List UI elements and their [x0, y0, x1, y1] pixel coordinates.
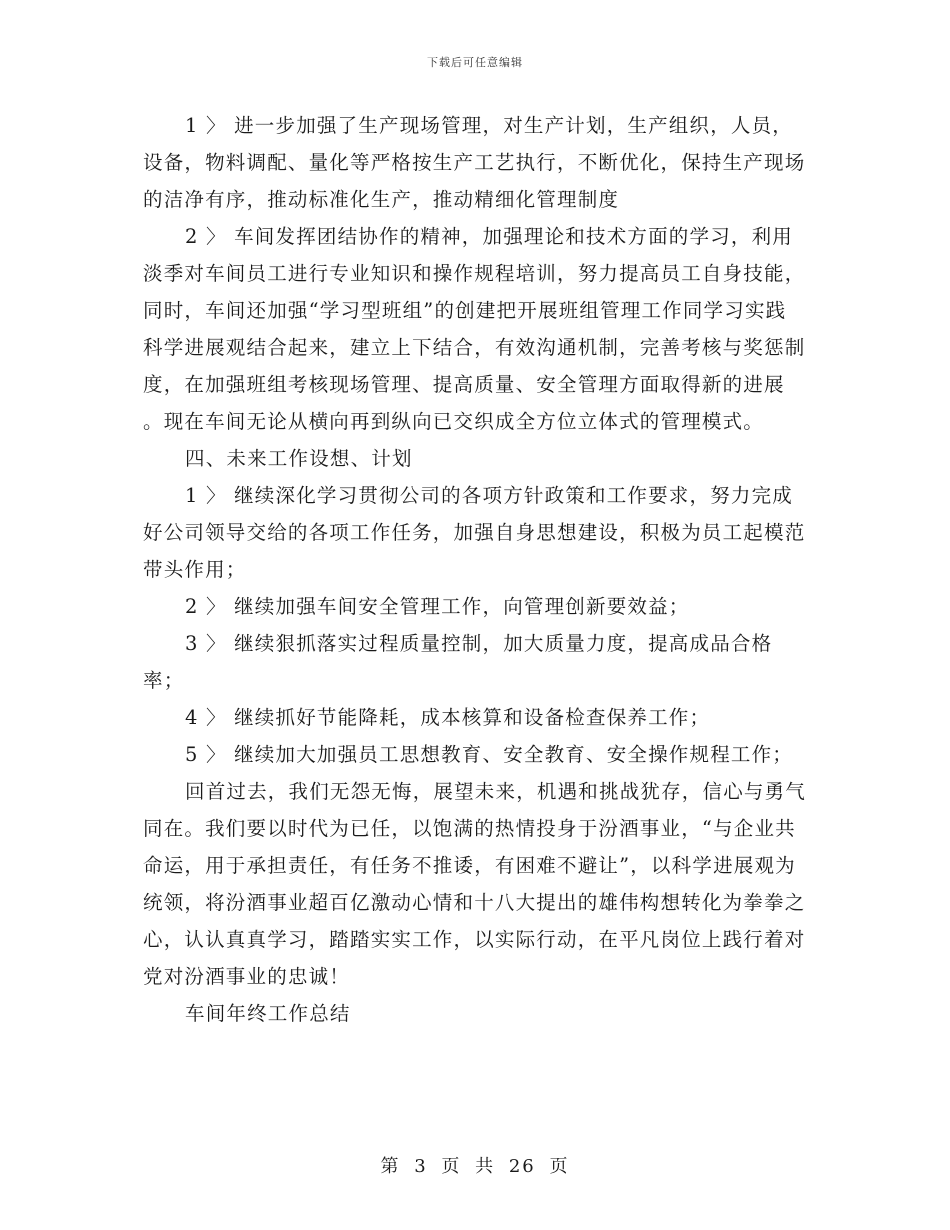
header-note: 下载后可任意编辑	[427, 56, 523, 69]
paragraph-conclusion: 回首过去，我们无怨无悔，展望未来，机遇和挑战犹存，信心与勇气同在。我们要以时代为已任，以饱满的热情投身于汾酒事业，“与企业共命运，用于承担责任，有任务不推诿，有困难不避让”，以科学进展观为统领，将汾酒事业超百亿激动心情和十八大提出的雄伟构想转化为拳拳之心，认认真真学习，踏踏实实工作，以实际行动，在平凡岗位上践行着对党对汾酒事业的忠诚！	[143, 780, 807, 988]
paragraph-plan-5: 5 〉 继续加大加强员工思想教育、安全教育、安全操作规程工作；	[185, 743, 794, 766]
paragraph-plan-1: 1 〉 继续深化学习贯彻公司的各项方针政策和工作要求，努力完成好公司领导交给的各项工作任务，加强自身思想建设，积极为员工起模范带头作用；	[143, 484, 806, 581]
page-footer: 第 3 页 共 26 页	[380, 1156, 570, 1177]
paragraph-next-title: 车间年终工作总结	[185, 1002, 351, 1025]
paragraph-team-cooperation: 2 〉 车间发挥团结协作的精神，加强理论和技术方面的学习，利用淡季对车间员工进行专业知识和操作规程培训，努力提高员工自身技能，同时，车间还加强“学习型班组”的创建把开展班组管理工作同学习实践科学进展观结合起来，建立上下结合，有效沟通机制，完善考核与奖惩制度，在加强班组考核现场管理、提高质量、安全管理方面取得新的进展 。现在车间无论从横向再到纵向已交织成全方位立体式的管理模式。	[143, 225, 806, 433]
document-body	[143, 107, 807, 1032]
paragraph-plan-3: 3 〉 继续狠抓落实过程质量控制，加大质量力度，提高成品合格率；	[143, 632, 773, 692]
section-heading-future-plan: 四、未来工作设想、计划	[185, 447, 413, 470]
paragraph-plan-4: 4 〉 继续抓好节能降耗，成本核算和设备检查保养工作；	[185, 706, 711, 729]
paragraph-production-management: 1 〉 进一步加强了生产现场管理，对生产计划，生产组织，人员，设备，物料调配、量化等严格按生产工艺执行，不断优化，保持生产现场的洁净有序，推动标准化生产，推动精细化管理制度	[143, 114, 806, 211]
paragraph-plan-2: 2 〉 继续加强车间安全管理工作，向管理创新要效益；	[185, 595, 690, 618]
